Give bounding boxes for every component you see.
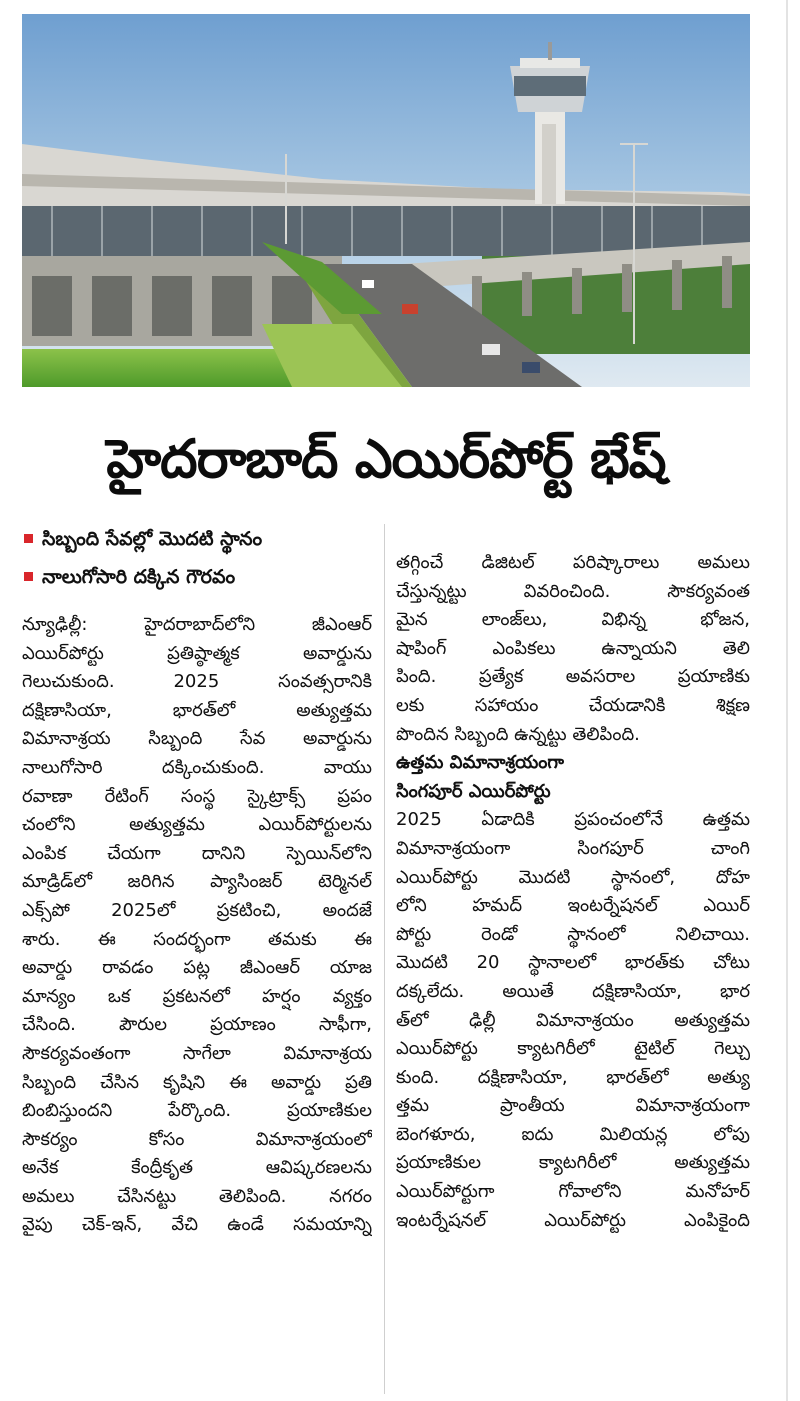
body-line: రవాణా రేటింగ్ సంస్థ స్కైట్రాక్స్ ప్రపం (22, 785, 372, 807)
headline: హైదరాబాద్ ఎయిర్‌పోర్ట్ భేష్ (106, 429, 666, 490)
body-line: 2025 ఏడాదికి ప్రపంచంలోనే ఉత్తమ (396, 809, 750, 831)
body-line: గెలుచుకుంది. 2025 సంవత్సరానికి (22, 671, 372, 693)
body-line: పొందిన సిబ్బంది ఉన్నట్టు తెలిపింది. (396, 723, 640, 745)
body-line: ఎయిర్‌పోర్టు క్యాటగిరీలో టైటిల్ గెల్చు (396, 1038, 750, 1060)
body-line: ఎయిర్‌పోర్టుగా గోవాలోని మనోహర్ (396, 1181, 750, 1203)
body-line: నాలుగోసారి దక్కించుకుంది. వాయు (22, 756, 372, 778)
highlight-text: సిబ్బంది సేవల్లో మొదటి స్థానం (42, 528, 263, 550)
body-line: అనేక కేంద్రీకృత ఆవిష్కరణలను (22, 1157, 372, 1179)
body-line: పోర్టు రెండో స్థానంలో నిలిచాయి. (396, 923, 750, 945)
body-line: దక్షిణాసియా, భారత్‌లో అత్యుత్తమ (22, 699, 372, 721)
highlight-text: నాలుగోసారి దక్కిన గౌరవం (42, 566, 236, 588)
column-divider (384, 524, 385, 1394)
body-line: మాన్యం ఒక ప్రకటనలో హర్షం వ్యక్తం (22, 985, 372, 1007)
body-line: త్తమ ప్రాంతీయ విమానాశ్రయంగా (396, 1095, 750, 1117)
body-line: అమలు చేసినట్టు తెలిపింది. నగరం (22, 1185, 372, 1207)
body-line: ఎయిర్‌పోర్టు మొదటి స్థానంలో, దోహ (396, 866, 750, 888)
body-line: అవార్డు రావడం పట్ల జీఎంఆర్ యాజ (22, 957, 372, 979)
body-line: కుంది. దక్షిణాసియా, భారత్‌లో అత్యు (396, 1066, 750, 1088)
body-line: విమానాశ్రయ సిబ్బంది సేవ అవార్డును (22, 728, 372, 750)
body-column-left (22, 611, 372, 1240)
page-edge (786, 0, 788, 1401)
body-line: చేసింది. పౌరుల ప్రయాణం సాఫీగా, (22, 1014, 372, 1036)
body-line: మొదటి 20 స్థానాలలో భారత్‌కు చోటు (396, 952, 750, 974)
body-line: మైన లాంజ్‌లు, విభిన్న భోజన, (396, 609, 750, 631)
body-line: పింది. ప్రత్యేక అవసరాల ప్రయాణికు (396, 666, 750, 688)
body-line: మాడ్రిడ్‌లో జరిగిన ప్యాసింజర్ టెర్మినల్ (22, 871, 372, 893)
bullet-square-icon (24, 572, 33, 581)
bullet-square-icon (24, 534, 33, 543)
body-line: ఎంపిక చేయగా దానిని స్పెయిన్‌లోని (22, 842, 372, 864)
body-line: బింబిస్తుందని పేర్కొంది. ప్రయాణికుల (22, 1100, 372, 1122)
subheading: సింగపూర్ ఎయిర్‌పోర్టు (396, 780, 551, 802)
news-article (22, 14, 750, 1394)
body-line: షాపింగ్ ఎంపికలు ఉన్నాయని తెలి (396, 637, 750, 659)
body-line: తగ్గించే డిజిటల్ పరిష్కారాలు అమలు (396, 552, 750, 573)
body-line: లోని హమద్ ఇంటర్నేషనల్ ఎయిర్ (396, 895, 750, 917)
body-column-right (396, 549, 750, 1235)
body-line: త్‌లో ఢిల్లీ విమానాశ్రయం అత్యుత్తమ (396, 1009, 750, 1031)
body-line: విమానాశ్రయంగా సింగపూర్ చాంగి (396, 837, 750, 859)
highlights (22, 520, 402, 596)
body-line: ఎయిర్‌పోర్టు ప్రతిష్ఠాత్మక అవార్డును (22, 642, 372, 664)
subheading: ఉత్తమ విమానాశ్రయంగా (396, 752, 565, 774)
highlight-item (22, 558, 402, 596)
body-line: చేస్తున్నట్టు వివరించింది. సౌకర్యవంత (396, 580, 750, 602)
airport-photo (22, 14, 750, 387)
body-line: దక్కలేదు. అయితే దక్షిణాసియా, భార (396, 980, 750, 1002)
body-line: శారు. ఈ సందర్భంగా తమకు ఈ (22, 928, 372, 950)
body-line: ఎక్స్‌పో 2025లో ప్రకటించి, అందజే (22, 899, 372, 921)
body-line: చంలోని అత్యుత్తమ ఎయిర్‌పోర్టులను (22, 814, 372, 836)
body-line: సౌకర్యవంతంగా సాగేలా విమానాశ్రయ (22, 1042, 372, 1064)
body-line: ఇంటర్నేషనల్ ఎయిర్‌పోర్టు ఎంపికైంది (396, 1209, 750, 1231)
body-line: బెంగళూరు, ఐదు మిలియన్ల లోపు (396, 1123, 750, 1145)
highlight-item (22, 520, 402, 558)
body-line: సౌకర్యం కోసం విమానాశ్రయంలో (22, 1128, 372, 1150)
body-line: సిబ్బంది చేసిన కృషిని ఈ అవార్డు ప్రతి (22, 1071, 372, 1093)
body-line: లకు సహాయం చేయడానికి శిక్షణ (396, 694, 750, 716)
body-line: ప్రయాణికుల క్యాటగిరీలో అత్యుత్తమ (396, 1152, 750, 1174)
body-line: వైపు చెక్-ఇన్, వేచి ఉండే సమయాన్ని (22, 1214, 372, 1236)
body-line: న్యూఢిల్లీ: హైదరాబాద్‌లోని జీఎంఆర్ (22, 614, 372, 635)
